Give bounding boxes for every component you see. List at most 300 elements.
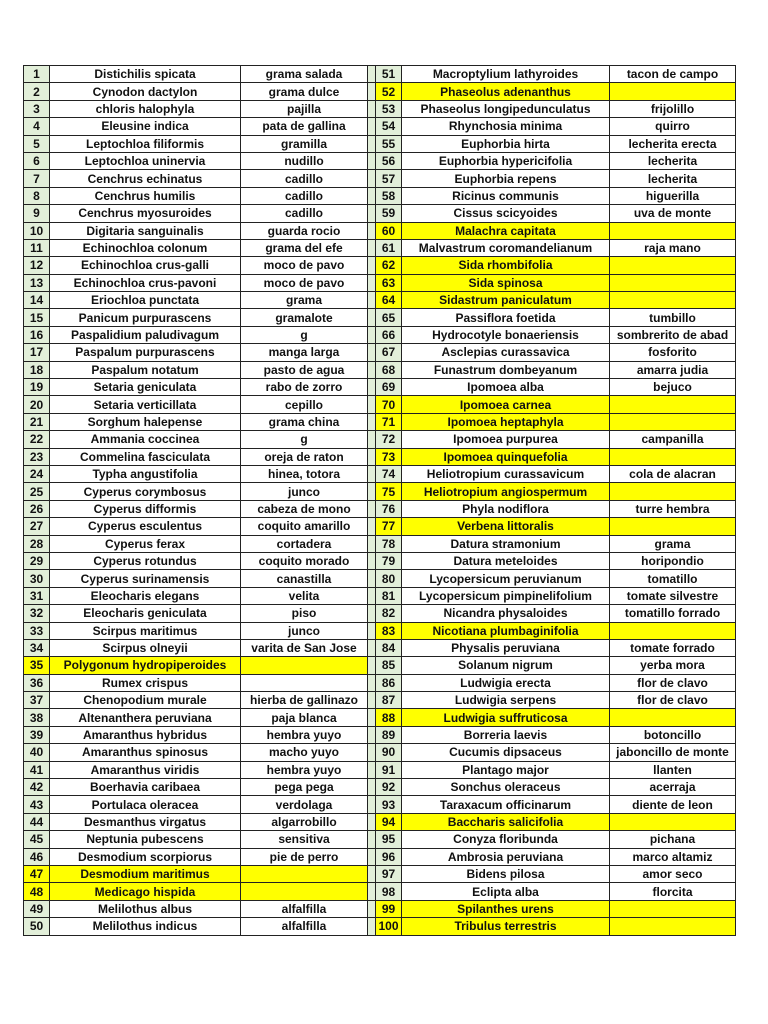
- column-gap: [368, 796, 376, 813]
- scientific-name: Sidastrum paniculatum: [402, 292, 610, 309]
- common-name: hierba de gallinazo: [241, 692, 368, 709]
- table-row: [24, 813, 736, 830]
- column-gap: [368, 865, 376, 882]
- common-name: cadillo: [241, 187, 368, 204]
- scientific-name: Baccharis salicifolia: [402, 813, 610, 830]
- column-gap: [368, 222, 376, 239]
- common-name: grama salada: [241, 66, 368, 83]
- table-row: [24, 448, 736, 465]
- row-number: 89: [376, 726, 402, 743]
- row-number: 30: [24, 570, 50, 587]
- row-number: 82: [376, 605, 402, 622]
- table-row: [24, 709, 736, 726]
- row-number: 66: [376, 326, 402, 343]
- row-number: 59: [376, 205, 402, 222]
- table-row: [24, 900, 736, 917]
- common-name: [241, 883, 368, 900]
- scientific-name: Taraxacum officinarum: [402, 796, 610, 813]
- row-number: 38: [24, 709, 50, 726]
- common-name: pajilla: [241, 100, 368, 117]
- common-name: moco de pavo: [241, 274, 368, 291]
- scientific-name: Commelina fasciculata: [50, 448, 241, 465]
- scientific-name: Panicum purpurascens: [50, 309, 241, 326]
- common-name: grama china: [241, 413, 368, 430]
- common-name: diente de leon: [610, 796, 736, 813]
- table-row: [24, 796, 736, 813]
- common-name: nudillo: [241, 152, 368, 169]
- common-name: tumbillo: [610, 309, 736, 326]
- row-number: 8: [24, 187, 50, 204]
- common-name: gramilla: [241, 135, 368, 152]
- table-row: [24, 535, 736, 552]
- row-number: 27: [24, 518, 50, 535]
- common-name: [610, 274, 736, 291]
- row-number: 88: [376, 709, 402, 726]
- table-row: [24, 379, 736, 396]
- scientific-name: Boerhavia caribaea: [50, 779, 241, 796]
- scientific-name: Phaseolus longipedunculatus: [402, 100, 610, 117]
- scientific-name: Cenchrus myosuroides: [50, 205, 241, 222]
- row-number: 78: [376, 535, 402, 552]
- column-gap: [368, 379, 376, 396]
- common-name: junco: [241, 483, 368, 500]
- row-number: 42: [24, 779, 50, 796]
- row-number: 40: [24, 744, 50, 761]
- common-name: campanilla: [610, 431, 736, 448]
- scientific-name: Amaranthus viridis: [50, 761, 241, 778]
- row-number: 32: [24, 605, 50, 622]
- scientific-name: Passiflora foetida: [402, 309, 610, 326]
- column-gap: [368, 431, 376, 448]
- table-row: [24, 918, 736, 935]
- common-name: piso: [241, 605, 368, 622]
- common-name: hembra yuyo: [241, 761, 368, 778]
- common-name: fosforito: [610, 344, 736, 361]
- common-name: grama: [610, 535, 736, 552]
- table-row: [24, 692, 736, 709]
- scientific-name: Cucumis dipsaceus: [402, 744, 610, 761]
- row-number: 99: [376, 900, 402, 917]
- scientific-name: Ipomoea purpurea: [402, 431, 610, 448]
- row-number: 35: [24, 657, 50, 674]
- row-number: 39: [24, 726, 50, 743]
- scientific-name: Chenopodium murale: [50, 692, 241, 709]
- common-name: amarra judia: [610, 361, 736, 378]
- common-name: [610, 900, 736, 917]
- common-name: coquito amarillo: [241, 518, 368, 535]
- scientific-name: Tribulus terrestris: [402, 918, 610, 935]
- column-gap: [368, 500, 376, 517]
- species-table: [23, 65, 736, 936]
- row-number: 28: [24, 535, 50, 552]
- common-name: [610, 83, 736, 100]
- row-number: 72: [376, 431, 402, 448]
- scientific-name: Cyperus difformis: [50, 500, 241, 517]
- scientific-name: Lycopersicum pimpinelifolium: [402, 587, 610, 604]
- common-name: [610, 396, 736, 413]
- row-number: 83: [376, 622, 402, 639]
- column-gap: [368, 639, 376, 656]
- scientific-name: Physalis peruviana: [402, 639, 610, 656]
- row-number: 61: [376, 239, 402, 256]
- table-row: [24, 552, 736, 569]
- column-gap: [368, 292, 376, 309]
- scientific-name: Cyperus rotundus: [50, 552, 241, 569]
- common-name: turre hembra: [610, 500, 736, 517]
- common-name: cadillo: [241, 170, 368, 187]
- common-name: tacon de campo: [610, 66, 736, 83]
- table-row: [24, 483, 736, 500]
- row-number: 1: [24, 66, 50, 83]
- table-row: [24, 326, 736, 343]
- table-row: [24, 605, 736, 622]
- common-name: lecherita: [610, 170, 736, 187]
- row-number: 50: [24, 918, 50, 935]
- column-gap: [368, 605, 376, 622]
- scientific-name: Ludwigia erecta: [402, 674, 610, 691]
- column-gap: [368, 118, 376, 135]
- table-row: [24, 222, 736, 239]
- common-name: canastilla: [241, 570, 368, 587]
- row-number: 53: [376, 100, 402, 117]
- column-gap: [368, 657, 376, 674]
- column-gap: [368, 709, 376, 726]
- scientific-name: Desmodium scorpiorus: [50, 848, 241, 865]
- common-name: jaboncillo de monte: [610, 744, 736, 761]
- scientific-name: Hydrocotyle bonaeriensis: [402, 326, 610, 343]
- scientific-name: Leptochloa uninervia: [50, 152, 241, 169]
- table-row: [24, 500, 736, 517]
- column-gap: [368, 465, 376, 482]
- row-number: 5: [24, 135, 50, 152]
- row-number: 11: [24, 239, 50, 256]
- scientific-name: Heliotropium angiospermum: [402, 483, 610, 500]
- row-number: 55: [376, 135, 402, 152]
- table-row: [24, 292, 736, 309]
- row-number: 73: [376, 448, 402, 465]
- row-number: 97: [376, 865, 402, 882]
- scientific-name: Cenchrus echinatus: [50, 170, 241, 187]
- table-row: [24, 309, 736, 326]
- row-number: 70: [376, 396, 402, 413]
- scientific-name: Digitaria sanguinalis: [50, 222, 241, 239]
- scientific-name: Euphorbia hirta: [402, 135, 610, 152]
- row-number: 69: [376, 379, 402, 396]
- scientific-name: Cissus scicyoides: [402, 205, 610, 222]
- scientific-name: Ludwigia suffruticosa: [402, 709, 610, 726]
- scientific-name: Setaria verticillata: [50, 396, 241, 413]
- column-gap: [368, 674, 376, 691]
- row-number: 49: [24, 900, 50, 917]
- row-number: 7: [24, 170, 50, 187]
- common-name: acerraja: [610, 779, 736, 796]
- row-number: 3: [24, 100, 50, 117]
- column-gap: [368, 883, 376, 900]
- column-gap: [368, 361, 376, 378]
- row-number: 74: [376, 465, 402, 482]
- common-name: pie de perro: [241, 848, 368, 865]
- column-gap: [368, 761, 376, 778]
- common-name: cola de alacran: [610, 465, 736, 482]
- common-name: sensitiva: [241, 831, 368, 848]
- column-gap: [368, 918, 376, 935]
- scientific-name: Datura meteloides: [402, 552, 610, 569]
- common-name: cadillo: [241, 205, 368, 222]
- scientific-name: Lycopersicum peruvianum: [402, 570, 610, 587]
- scientific-name: Echinochloa colonum: [50, 239, 241, 256]
- column-gap: [368, 344, 376, 361]
- common-name: grama del efe: [241, 239, 368, 256]
- scientific-name: Scirpus maritimus: [50, 622, 241, 639]
- scientific-name: Rhynchosia minima: [402, 118, 610, 135]
- scientific-name: Ambrosia peruviana: [402, 848, 610, 865]
- row-number: 60: [376, 222, 402, 239]
- row-number: 9: [24, 205, 50, 222]
- scientific-name: Eleocharis elegans: [50, 587, 241, 604]
- row-number: 91: [376, 761, 402, 778]
- row-number: 46: [24, 848, 50, 865]
- scientific-name: Eclipta alba: [402, 883, 610, 900]
- table-row: [24, 674, 736, 691]
- row-number: 98: [376, 883, 402, 900]
- row-number: 37: [24, 692, 50, 709]
- column-gap: [368, 518, 376, 535]
- common-name: algarrobillo: [241, 813, 368, 830]
- common-name: [610, 257, 736, 274]
- column-gap: [368, 100, 376, 117]
- row-number: 67: [376, 344, 402, 361]
- table-row: [24, 570, 736, 587]
- row-number: 12: [24, 257, 50, 274]
- common-name: [610, 622, 736, 639]
- column-gap: [368, 257, 376, 274]
- column-gap: [368, 831, 376, 848]
- column-gap: [368, 483, 376, 500]
- scientific-name: Echinochloa crus-pavoni: [50, 274, 241, 291]
- table-row: [24, 622, 736, 639]
- common-name: pasto de agua: [241, 361, 368, 378]
- scientific-name: Funastrum dombeyanum: [402, 361, 610, 378]
- column-gap: [368, 900, 376, 917]
- row-number: 68: [376, 361, 402, 378]
- scientific-name: Amaranthus spinosus: [50, 744, 241, 761]
- column-gap: [368, 552, 376, 569]
- scientific-name: chloris halophyla: [50, 100, 241, 117]
- row-number: 75: [376, 483, 402, 500]
- scientific-name: Sonchus oleraceus: [402, 779, 610, 796]
- row-number: 81: [376, 587, 402, 604]
- common-name: [610, 448, 736, 465]
- row-number: 79: [376, 552, 402, 569]
- common-name: verdolaga: [241, 796, 368, 813]
- row-number: 51: [376, 66, 402, 83]
- scientific-name: Ipomoea alba: [402, 379, 610, 396]
- row-number: 25: [24, 483, 50, 500]
- scientific-name: Portulaca oleracea: [50, 796, 241, 813]
- scientific-name: Malvastrum coromandelianum: [402, 239, 610, 256]
- row-number: 62: [376, 257, 402, 274]
- common-name: lecherita erecta: [610, 135, 736, 152]
- common-name: cortadera: [241, 535, 368, 552]
- table-row: [24, 639, 736, 656]
- scientific-name: Paspalidium paludivagum: [50, 326, 241, 343]
- common-name: amor seco: [610, 865, 736, 882]
- common-name: botoncillo: [610, 726, 736, 743]
- row-number: 17: [24, 344, 50, 361]
- common-name: horipondio: [610, 552, 736, 569]
- common-name: cabeza de mono: [241, 500, 368, 517]
- table-row: [24, 726, 736, 743]
- scientific-name: Nicandra physaloides: [402, 605, 610, 622]
- common-name: bejuco: [610, 379, 736, 396]
- common-name: yerba mora: [610, 657, 736, 674]
- table-row: [24, 274, 736, 291]
- row-number: 80: [376, 570, 402, 587]
- common-name: tomatillo forrado: [610, 605, 736, 622]
- column-gap: [368, 779, 376, 796]
- scientific-name: Cyperus esculentus: [50, 518, 241, 535]
- scientific-name: Sida spinosa: [402, 274, 610, 291]
- common-name: hinea, totora: [241, 465, 368, 482]
- column-gap: [368, 309, 376, 326]
- common-name: pega pega: [241, 779, 368, 796]
- table-row: [24, 396, 736, 413]
- scientific-name: Neptunia pubescens: [50, 831, 241, 848]
- row-number: 21: [24, 413, 50, 430]
- common-name: varita de San Jose: [241, 639, 368, 656]
- common-name: uva de monte: [610, 205, 736, 222]
- common-name: oreja de raton: [241, 448, 368, 465]
- scientific-name: Desmodium maritimus: [50, 865, 241, 882]
- table-row: [24, 187, 736, 204]
- common-name: coquito morado: [241, 552, 368, 569]
- scientific-name: Euphorbia repens: [402, 170, 610, 187]
- row-number: 6: [24, 152, 50, 169]
- scientific-name: Cynodon dactylon: [50, 83, 241, 100]
- table-row: [24, 465, 736, 482]
- common-name: [241, 674, 368, 691]
- table-row: [24, 779, 736, 796]
- row-number: 34: [24, 639, 50, 656]
- common-name: marco altamiz: [610, 848, 736, 865]
- row-number: 45: [24, 831, 50, 848]
- scientific-name: Phaseolus adenanthus: [402, 83, 610, 100]
- scientific-name: Desmanthus virgatus: [50, 813, 241, 830]
- species-table-body: [24, 66, 736, 936]
- column-gap: [368, 692, 376, 709]
- scientific-name: Distichilis spicata: [50, 66, 241, 83]
- row-number: 29: [24, 552, 50, 569]
- common-name: [610, 222, 736, 239]
- scientific-name: Nicotiana plumbaginifolia: [402, 622, 610, 639]
- row-number: 76: [376, 500, 402, 517]
- row-number: 19: [24, 379, 50, 396]
- scientific-name: Datura stramonium: [402, 535, 610, 552]
- row-number: 47: [24, 865, 50, 882]
- common-name: frijolillo: [610, 100, 736, 117]
- scientific-name: Ludwigia serpens: [402, 692, 610, 709]
- common-name: grama: [241, 292, 368, 309]
- table-row: [24, 431, 736, 448]
- row-number: 24: [24, 465, 50, 482]
- row-number: 85: [376, 657, 402, 674]
- common-name: alfalfilla: [241, 900, 368, 917]
- scientific-name: Borreria laevis: [402, 726, 610, 743]
- scientific-name: Melilothus indicus: [50, 918, 241, 935]
- scientific-name: Phyla nodiflora: [402, 500, 610, 517]
- column-gap: [368, 170, 376, 187]
- scientific-name: Scirpus olneyii: [50, 639, 241, 656]
- scientific-name: Plantago major: [402, 761, 610, 778]
- row-number: 94: [376, 813, 402, 830]
- table-row: [24, 883, 736, 900]
- column-gap: [368, 744, 376, 761]
- column-gap: [368, 570, 376, 587]
- common-name: moco de pavo: [241, 257, 368, 274]
- column-gap: [368, 135, 376, 152]
- row-number: 43: [24, 796, 50, 813]
- row-number: 23: [24, 448, 50, 465]
- common-name: flor de clavo: [610, 692, 736, 709]
- table-row: [24, 205, 736, 222]
- common-name: [610, 413, 736, 430]
- table-row: [24, 170, 736, 187]
- scientific-name: Ipomoea carnea: [402, 396, 610, 413]
- table-row: [24, 518, 736, 535]
- row-number: 58: [376, 187, 402, 204]
- table-row: [24, 257, 736, 274]
- common-name: higuerilla: [610, 187, 736, 204]
- table-row: [24, 66, 736, 83]
- row-number: 20: [24, 396, 50, 413]
- common-name: pata de gallina: [241, 118, 368, 135]
- table-row: [24, 135, 736, 152]
- scientific-name: Ipomoea heptaphyla: [402, 413, 610, 430]
- common-name: guarda rocio: [241, 222, 368, 239]
- scientific-name: Verbena littoralis: [402, 518, 610, 535]
- scientific-name: Paspalum notatum: [50, 361, 241, 378]
- row-number: 16: [24, 326, 50, 343]
- row-number: 41: [24, 761, 50, 778]
- row-number: 2: [24, 83, 50, 100]
- common-name: rabo de zorro: [241, 379, 368, 396]
- column-gap: [368, 396, 376, 413]
- column-gap: [368, 205, 376, 222]
- scientific-name: Bidens pilosa: [402, 865, 610, 882]
- column-gap: [368, 535, 376, 552]
- column-gap: [368, 726, 376, 743]
- common-name: [610, 483, 736, 500]
- row-number: 44: [24, 813, 50, 830]
- common-name: flor de clavo: [610, 674, 736, 691]
- common-name: tomatillo: [610, 570, 736, 587]
- scientific-name: Rumex crispus: [50, 674, 241, 691]
- scientific-name: Sorghum halepense: [50, 413, 241, 430]
- scientific-name: Asclepias curassavica: [402, 344, 610, 361]
- row-number: 100: [376, 918, 402, 935]
- column-gap: [368, 83, 376, 100]
- row-number: 4: [24, 118, 50, 135]
- scientific-name: Cyperus corymbosus: [50, 483, 241, 500]
- scientific-name: Polygonum hydropiperoides: [50, 657, 241, 674]
- scientific-name: Ricinus communis: [402, 187, 610, 204]
- common-name: junco: [241, 622, 368, 639]
- column-gap: [368, 152, 376, 169]
- common-name: raja mano: [610, 239, 736, 256]
- table-row: [24, 118, 736, 135]
- scientific-name: Leptochloa filiformis: [50, 135, 241, 152]
- scientific-name: Eleusine indica: [50, 118, 241, 135]
